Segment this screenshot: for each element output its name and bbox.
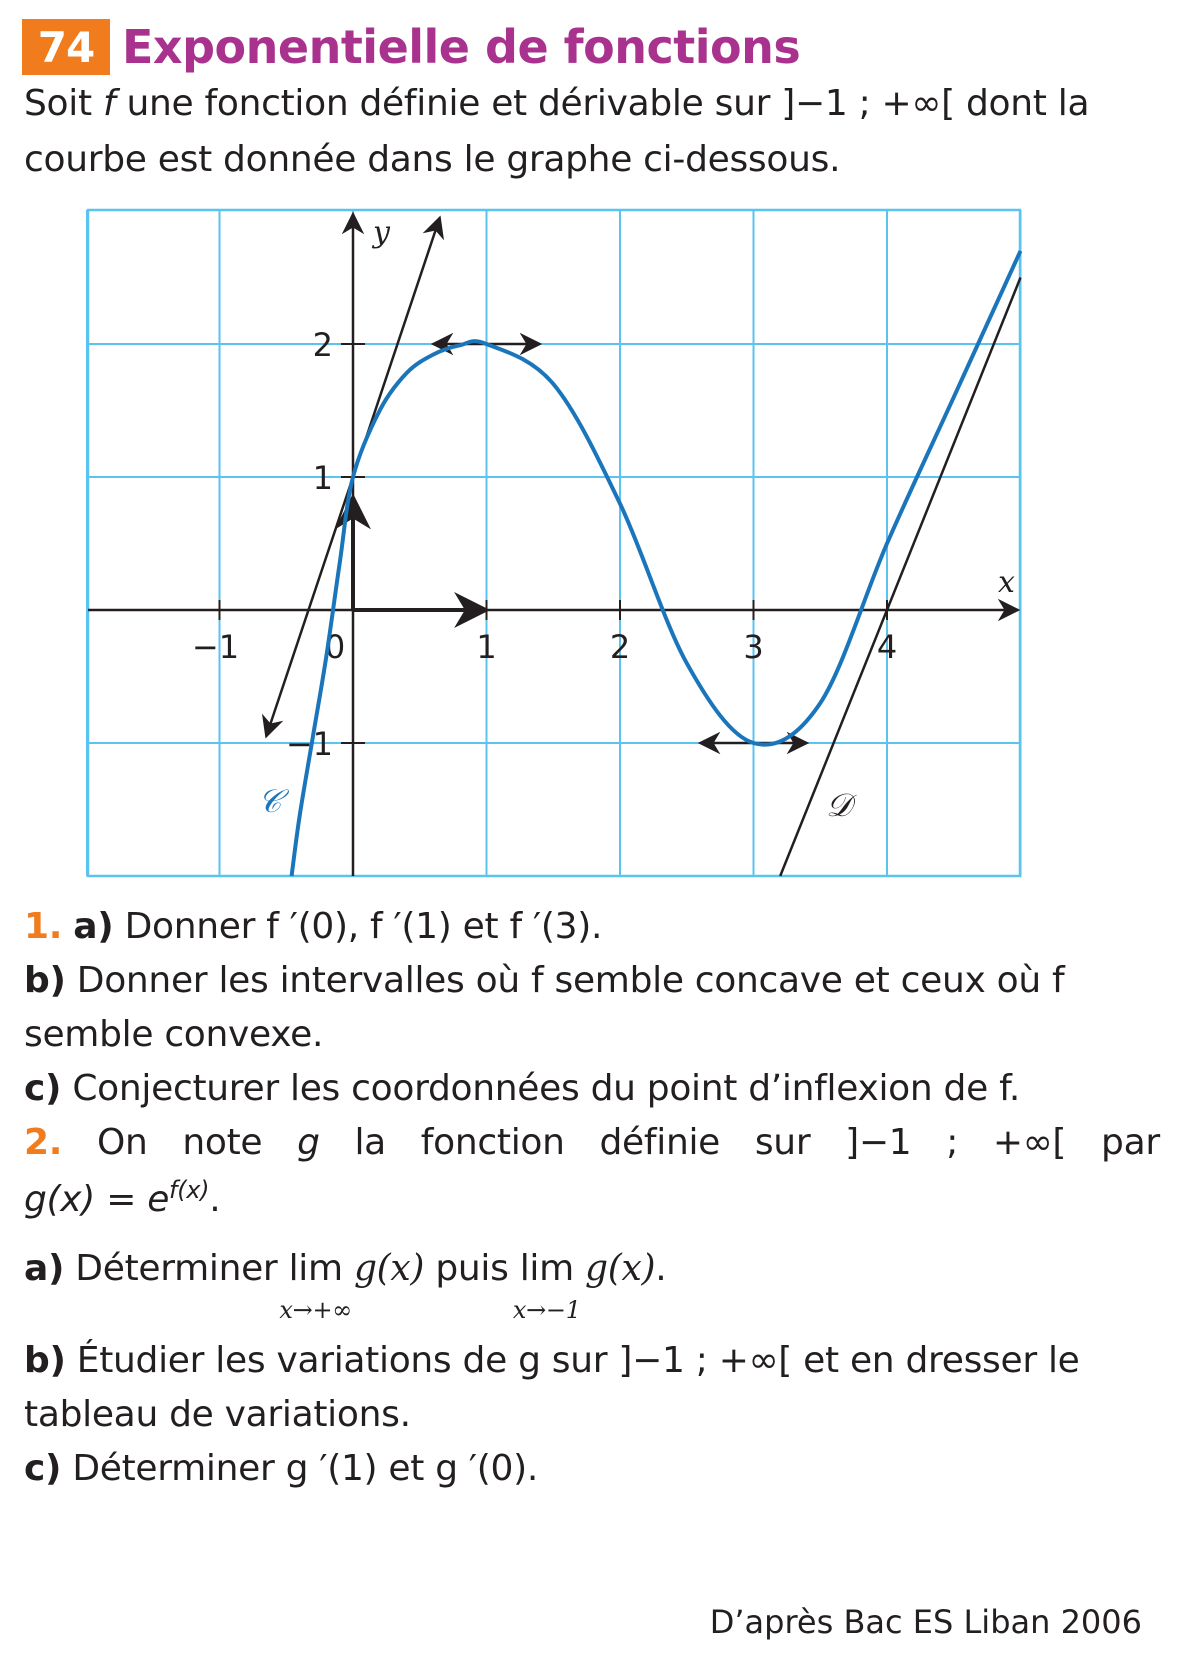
question-2 bbox=[24, 1122, 1160, 1163]
q2-word: On bbox=[96, 1122, 148, 1163]
q1a-letter: a) bbox=[73, 906, 114, 947]
q2a-letter: a) bbox=[24, 1248, 65, 1289]
lim-subscript: x→−1 bbox=[512, 1296, 581, 1324]
q2a-text: Déterminer bbox=[64, 1248, 289, 1289]
x-tick-label: 3 bbox=[743, 628, 764, 666]
q2-period: . bbox=[209, 1179, 221, 1220]
intro-paragraph bbox=[24, 76, 1174, 188]
q2-word: ]−1 bbox=[845, 1122, 912, 1163]
curve-C-label: 𝒞 bbox=[258, 782, 282, 820]
x-tick-label: −1 bbox=[191, 628, 240, 666]
q2b-letter: b) bbox=[24, 1340, 66, 1381]
function-graph bbox=[86, 208, 1136, 948]
g-of-x: g(x) bbox=[585, 1248, 656, 1289]
q2b-text: Étudier les variations de g sur ]−1 ; +∞[ et en dresser le bbox=[65, 1340, 1080, 1381]
q1c-text: Conjecturer les coordonnées du point d’inflexion de f. bbox=[61, 1068, 1020, 1109]
q2-word: par bbox=[1101, 1122, 1160, 1163]
q2-word: définie bbox=[599, 1122, 721, 1163]
q2-word: g bbox=[297, 1122, 320, 1163]
q2c-text: Déterminer g ′(1) et g ′(0). bbox=[61, 1448, 539, 1489]
line-𝒟 bbox=[780, 278, 1020, 877]
x-tick-label: 2 bbox=[609, 628, 631, 666]
question-1a bbox=[24, 906, 602, 947]
intro-text-2: une fonction définie et dérivable sur ]−1 ; +∞[ dont la courbe est donnée dans le graphe ci-dessous. bbox=[24, 83, 1090, 180]
x-axis-label: x bbox=[998, 565, 1015, 600]
exercise-number-badge: 74 bbox=[22, 19, 110, 75]
q2-exponent: f(x) bbox=[169, 1176, 210, 1204]
intro-f: f bbox=[102, 83, 116, 124]
q1-number: 1. bbox=[24, 906, 63, 947]
q2c-letter: c) bbox=[24, 1448, 62, 1489]
q2-word: la bbox=[354, 1122, 386, 1163]
exercise-header bbox=[22, 18, 800, 76]
question-1c bbox=[24, 1068, 1020, 1109]
q2-g-definition: g(x) = e bbox=[24, 1179, 170, 1220]
x-tick-label: 0 bbox=[324, 628, 346, 666]
limit-minus-one bbox=[512, 1248, 581, 1324]
intro-text-1: Soit bbox=[24, 83, 103, 124]
q2a-period: . bbox=[655, 1248, 667, 1289]
question-1b bbox=[24, 960, 1064, 1001]
x-tick-label: 1 bbox=[476, 628, 497, 666]
question-2-cont bbox=[24, 1176, 220, 1220]
q2-word: +∞[ bbox=[992, 1122, 1067, 1163]
question-2b bbox=[24, 1340, 1080, 1381]
question-1b-cont: semble convexe. bbox=[24, 1014, 324, 1055]
line-D-label: 𝒟 bbox=[826, 786, 852, 824]
q1b-text: Donner les intervalles où f semble concave et ceux où f bbox=[65, 960, 1065, 1001]
question-2c bbox=[24, 1448, 538, 1489]
q2-number: 2. bbox=[24, 1122, 63, 1163]
q2-word: note bbox=[182, 1122, 263, 1163]
x-tick-label: 4 bbox=[876, 628, 898, 666]
q2-word: sur bbox=[754, 1122, 811, 1163]
exercise-title: Exponentielle de fonctions bbox=[122, 20, 801, 74]
question-2b-cont: tableau de variations. bbox=[24, 1394, 411, 1435]
y-tick-label: 1 bbox=[312, 459, 333, 497]
y-tick-label: 2 bbox=[312, 326, 333, 364]
q2a-puis: puis bbox=[424, 1248, 520, 1289]
grid-border bbox=[88, 210, 1020, 876]
lim-label: lim bbox=[288, 1248, 343, 1289]
q1c-letter: c) bbox=[24, 1068, 62, 1109]
q1b-letter: b) bbox=[24, 960, 66, 1001]
y-axis-label: y bbox=[373, 215, 390, 250]
q2-word: ; bbox=[946, 1122, 959, 1163]
question-2a bbox=[24, 1248, 667, 1324]
g-of-x: g(x) bbox=[353, 1248, 425, 1289]
q2-word: fonction bbox=[420, 1122, 565, 1163]
limit-plus-infinity bbox=[279, 1248, 352, 1324]
source-citation: D’après Bac ES Liban 2006 bbox=[709, 1603, 1142, 1641]
y-tick-label: −1 bbox=[285, 725, 333, 763]
lim-label: lim bbox=[519, 1248, 574, 1289]
q1a-text: Donner f ′(0), f ′(1) et f ′(3). bbox=[113, 906, 603, 947]
lim-subscript: x→+∞ bbox=[279, 1296, 352, 1324]
